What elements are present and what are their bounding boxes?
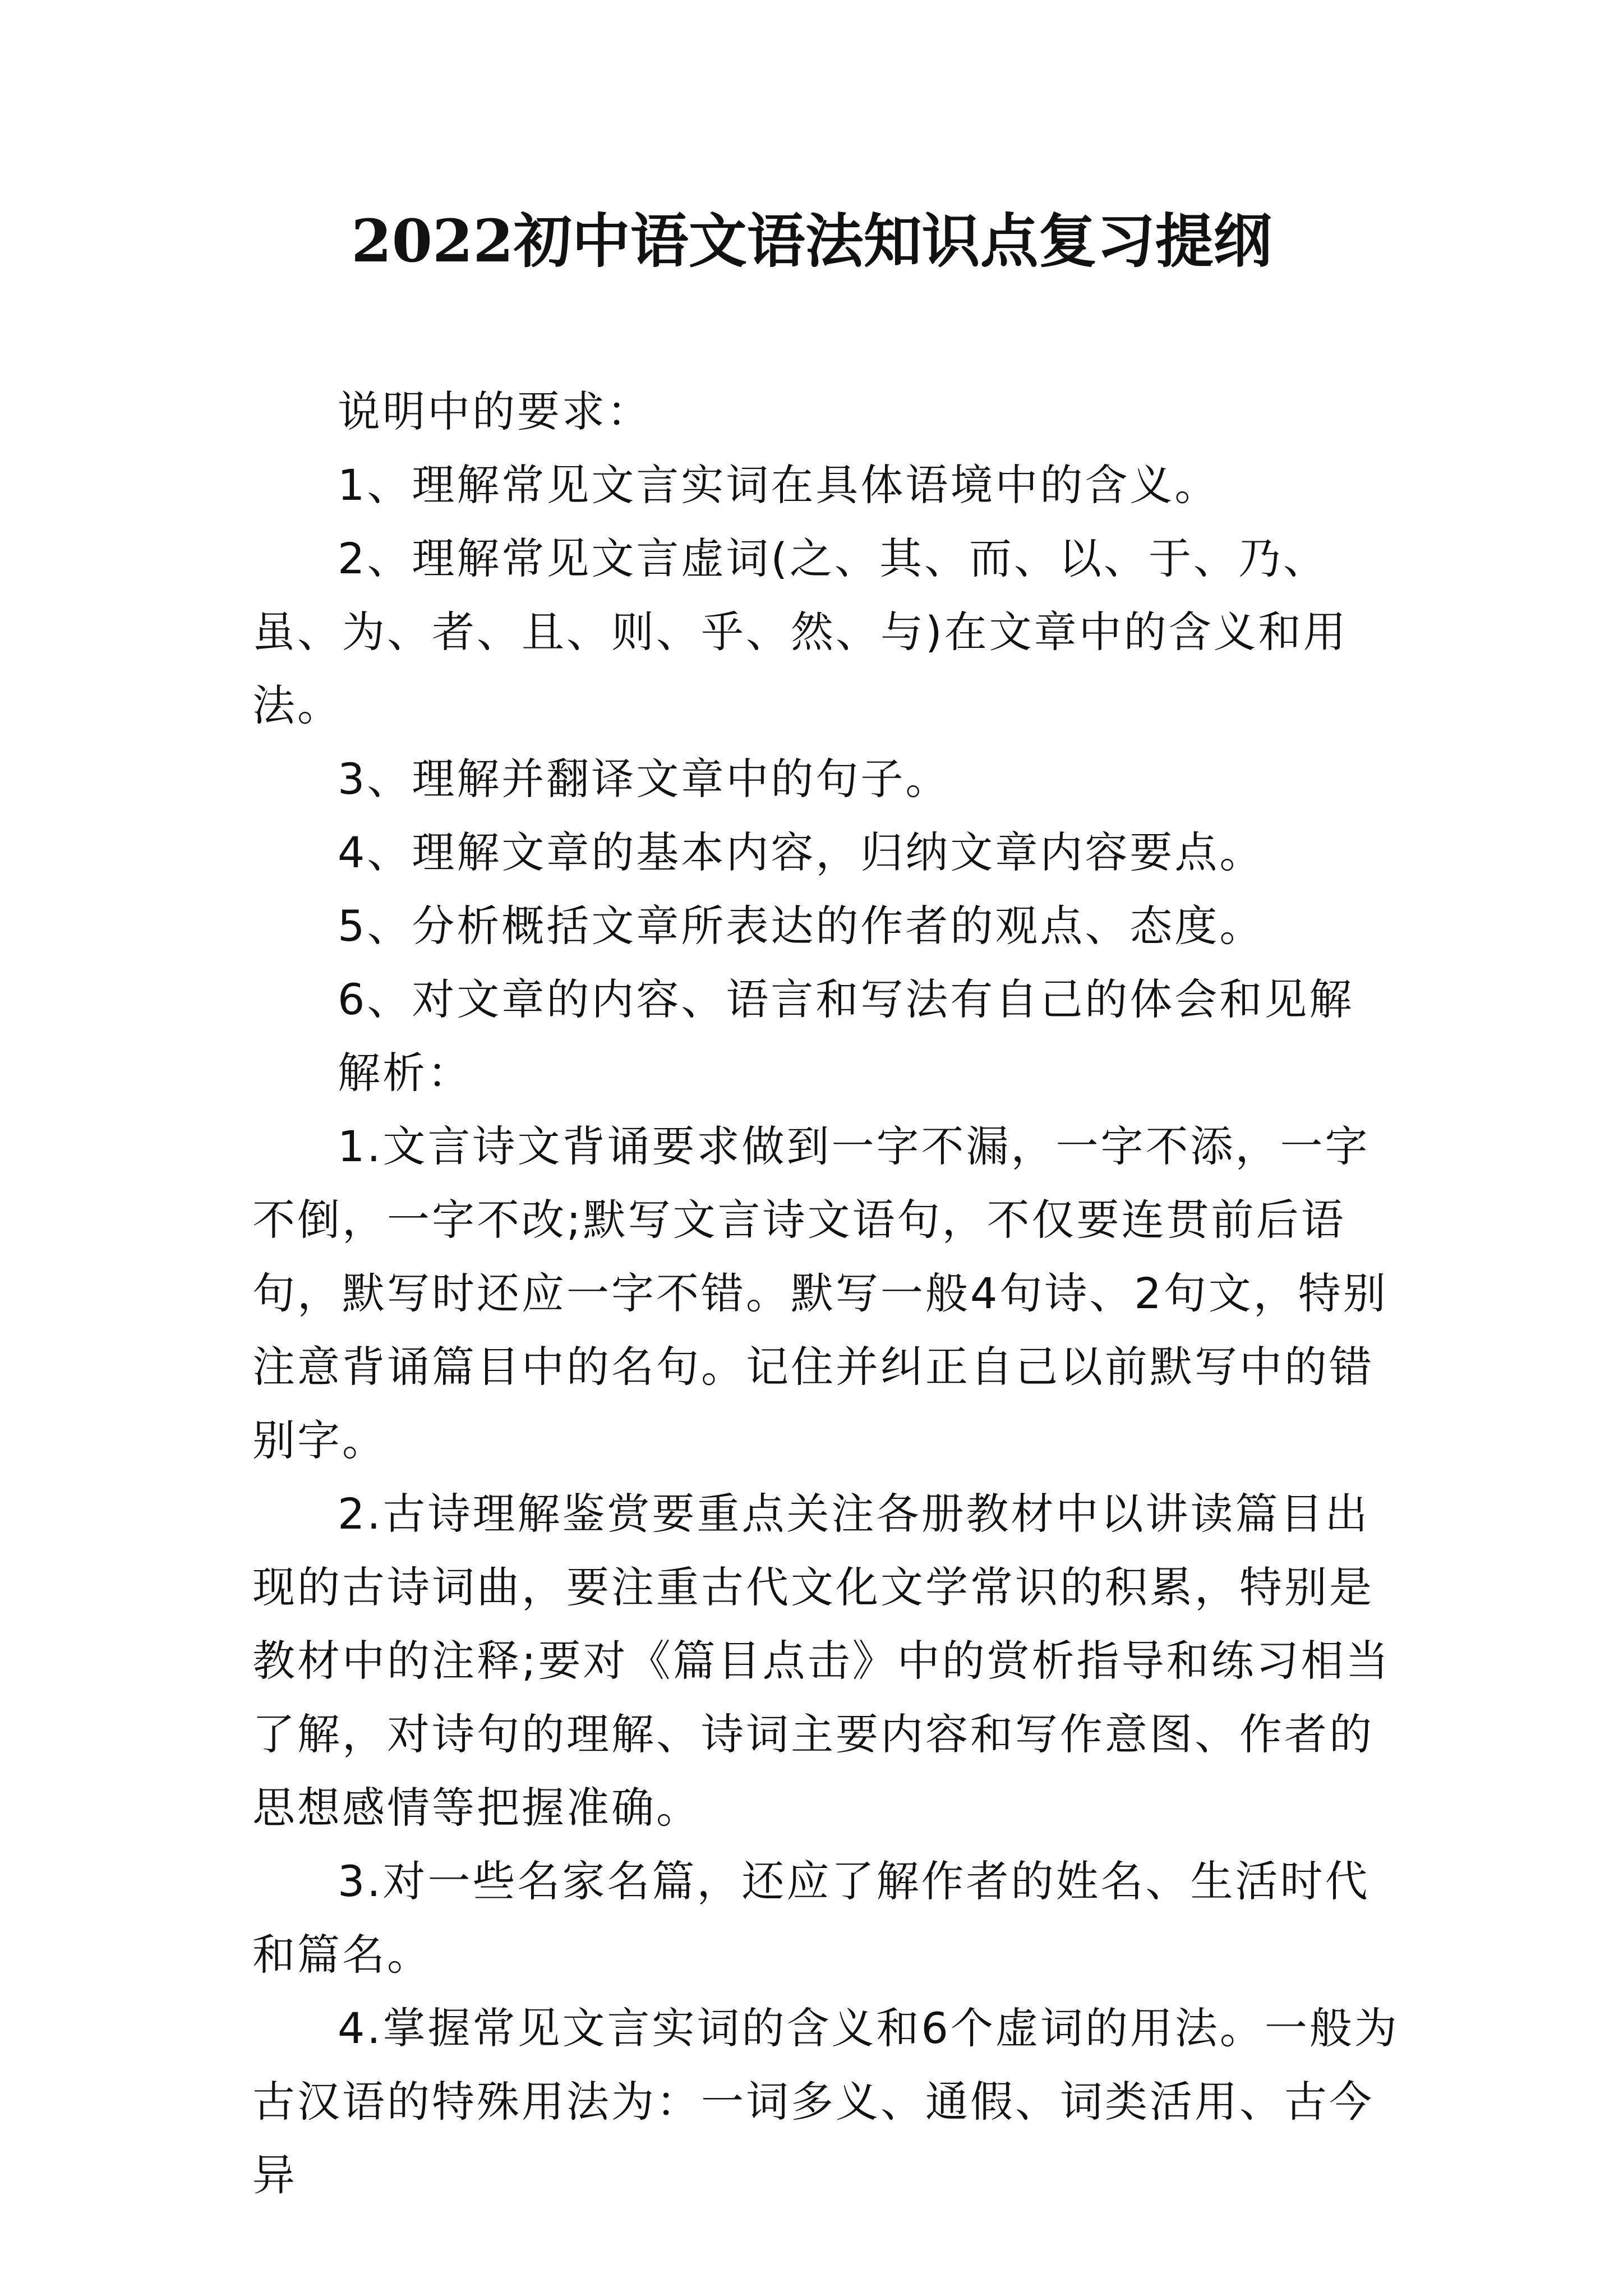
paragraph-analysis-4: 4.掌握常见文言实词的含义和6个虚词的用法。一般为古汉语的特殊用法为：一词多义、通假、词类活用、古今异 (252, 2003, 1399, 2200)
paragraph-requirement-3: 3、理解并翻译文章中的句子。 (338, 754, 951, 804)
paragraph-analysis-2: 2.古诗理解鉴赏要重点关注各册教材中以讲读篇目出现的古诗词曲，要注重古代文化文学常识的积累，特别是教材中的注释;要对《篇目点击》中的赏析指导和练习相当了解，对诗句的理解、诗词主要内容和写作意图、作者的思想感情等把握准确。 (252, 1489, 1391, 1833)
paragraph-requirement-2: 2、理解常见文言虚词(之、其、而、以、于、乃、虽、为、者、且、则、乎、然、与)在文章中的含义和用法。 (252, 533, 1348, 730)
document-body (252, 375, 1413, 2212)
page-title: 2022初中语文语法知识点复习提纲 (351, 206, 1272, 275)
paragraph-requirements-heading: 说明中的要求： (338, 386, 652, 436)
paragraph-analysis-3: 3.对一些名家名篇，还应了解作者的姓名、生活时代和篇名。 (252, 1856, 1370, 1980)
paragraph-requirement-5: 5、分析概括文章所表达的作者的观点、态度。 (338, 901, 1265, 951)
paragraph-requirement-4: 4、理解文章的基本内容，归纳文章内容要点。 (338, 827, 1265, 877)
paragraph-analysis-heading: 解析： (338, 1048, 472, 1098)
paragraph-requirement-6: 6、对文章的内容、语言和写法有自己的体会和见解 (338, 974, 1354, 1024)
paragraph-requirement-1: 1、理解常见文言实词在具体语境中的含义。 (338, 460, 1220, 510)
paragraph-analysis-1: 1.文言诗文背诵要求做到一字不漏，一字不添，一字不倒，一字不改;默写文言诗文语句，不仅要连贯前后语句，默写时还应一字不错。默写一般4句诗、2句文，特别注意背诵篇目中的名句。记住并纠正自己以前默写中的错别字。 (252, 1121, 1388, 1465)
